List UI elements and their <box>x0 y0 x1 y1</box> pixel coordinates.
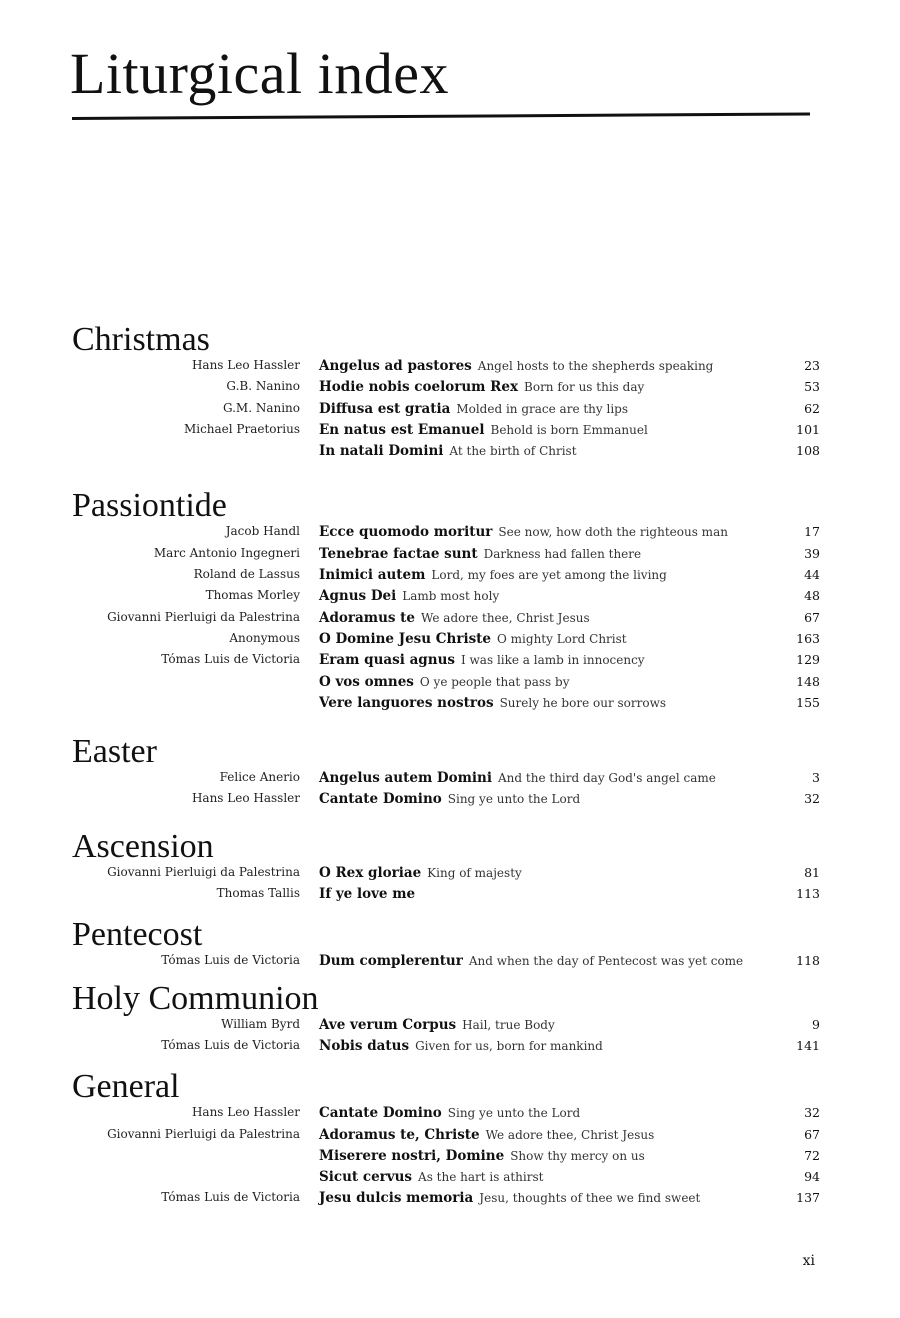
composer-name: William Byrd <box>221 1016 300 1031</box>
index-entry <box>72 1190 820 1211</box>
index-entry <box>72 567 820 588</box>
page-number: 94 <box>804 1169 820 1185</box>
page-number: 32 <box>804 1105 820 1121</box>
composer-name: Anonymous <box>229 630 300 645</box>
page-number: 17 <box>804 524 820 540</box>
latin-title-text: Miserere nostri, Domine <box>319 1147 505 1164</box>
index-entry <box>72 524 820 545</box>
composer-name: Hans Leo Hassler <box>191 358 300 372</box>
index-entry <box>72 695 820 716</box>
latin-title <box>319 379 644 395</box>
composer-name: Tómas Luis de Victoria <box>161 1190 300 1205</box>
section-heading: General <box>72 1068 180 1106</box>
english-title: See now, how doth the righteous man <box>498 525 728 540</box>
index-section <box>72 829 820 908</box>
composer-name: G.B. Nanino <box>226 379 300 394</box>
latin-title <box>319 443 577 459</box>
section-heading: Ascension <box>72 827 214 865</box>
page-number: 32 <box>804 791 820 807</box>
composer-name: Giovanni Pierluigi da Palestrina <box>107 609 300 624</box>
page-number: 163 <box>796 630 820 646</box>
composer-name: Thomas Tallis <box>216 886 300 901</box>
index-entry <box>72 401 820 422</box>
composer-name: Tómas Luis de Victoria <box>161 652 300 667</box>
page-number: 53 <box>804 379 820 395</box>
latin-title-text: En natus est Emanuel <box>319 421 485 438</box>
english-title: Behold is born Emmanuel <box>490 422 648 437</box>
english-title: Surely he bore our sorrows <box>499 695 666 710</box>
latin-title-text: Diffusa est gratia <box>319 400 451 417</box>
index-entry <box>72 953 820 974</box>
english-title: And the third day God's angel came <box>498 771 716 786</box>
page-number: 113 <box>796 886 820 902</box>
latin-title-text: Jesu dulcis memoria <box>319 1190 474 1207</box>
index-entry <box>72 588 820 609</box>
english-title: Angel hosts to the shepherds speaking <box>477 359 714 373</box>
page-number: 155 <box>796 694 820 710</box>
latin-title-text: Ave verum Corpus <box>319 1016 457 1033</box>
index-section <box>72 322 820 464</box>
section-heading: Holy Communion <box>72 979 319 1017</box>
page-number: 44 <box>804 567 820 583</box>
english-title: Born for us this day <box>524 380 645 395</box>
index-entry <box>72 422 820 443</box>
english-title: And when the day of Pentecost was yet come <box>468 954 744 969</box>
composer-name: Giovanni Pierluigi da Palestrina <box>107 1126 300 1141</box>
latin-title-text: Angelus ad pastores <box>319 358 472 374</box>
title-rule <box>72 112 810 120</box>
english-title: Sing ye unto the Lord <box>447 1106 581 1121</box>
latin-title <box>319 791 580 807</box>
latin-title-text: Angelus autem Domini <box>319 770 493 787</box>
latin-title-text: O vos omnes <box>319 673 414 690</box>
latin-title <box>319 1105 580 1121</box>
latin-title-text: Dum complerentur <box>319 953 463 970</box>
latin-title <box>319 1169 543 1185</box>
page-number: 118 <box>796 953 820 969</box>
index-entry <box>72 358 820 379</box>
index-entry <box>72 443 820 464</box>
latin-title <box>319 358 713 374</box>
page-number: 129 <box>796 652 820 668</box>
composer-name: Felice Anerio <box>219 770 300 785</box>
liturgical-index <box>72 310 820 1212</box>
latin-title-text: Agnus Dei <box>319 588 397 605</box>
index-entry <box>72 865 820 886</box>
english-title: We adore thee, Christ Jesus <box>485 1127 655 1142</box>
page-number: 48 <box>804 588 820 604</box>
latin-title <box>319 953 743 969</box>
english-title: Darkness had fallen there <box>483 546 642 561</box>
index-entry <box>72 1169 820 1190</box>
latin-title-text: Sicut cervus <box>319 1169 413 1186</box>
latin-title <box>319 770 716 786</box>
latin-title <box>319 610 590 626</box>
page-number: 148 <box>796 673 820 689</box>
latin-title-text: Adoramus te, Christe <box>319 1126 480 1143</box>
latin-title-text: In natali Domini <box>319 443 444 460</box>
section-heading: Easter <box>72 733 157 771</box>
index-entry <box>72 1105 820 1126</box>
english-title: Lord, my foes are yet among the living <box>431 568 667 583</box>
index-entry <box>72 791 820 812</box>
index-section <box>72 1069 820 1211</box>
page-number: 23 <box>804 358 820 373</box>
latin-title-text: Vere languores nostros <box>319 694 494 711</box>
composer-name: Giovanni Pierluigi da Palestrina <box>107 864 300 879</box>
latin-title <box>319 524 728 540</box>
composer-name: Tómas Luis de Victoria <box>161 953 300 968</box>
index-entry <box>72 770 820 791</box>
page-number: 39 <box>804 545 820 561</box>
latin-title-text: Inimici autem <box>319 567 426 584</box>
composer-name: Roland de Lassus <box>193 567 300 582</box>
english-title: O ye people that pass by <box>419 674 570 689</box>
latin-title-text: If ye love me <box>319 886 416 903</box>
page-number: 72 <box>804 1147 820 1163</box>
index-section <box>72 734 820 813</box>
page-number: 9 <box>812 1016 820 1032</box>
section-heading: Christmas <box>72 321 210 358</box>
latin-title-text: Nobis datus <box>319 1037 410 1054</box>
index-section <box>72 981 820 1060</box>
latin-title-text: O Domine Jesu Christe <box>319 630 492 647</box>
latin-title <box>319 546 641 562</box>
english-title: We adore thee, Christ Jesus <box>421 610 590 625</box>
section-heading: Passiontide <box>72 487 227 525</box>
english-title: At the birth of Christ <box>449 444 577 459</box>
latin-title-text: Eram quasi agnus <box>319 652 455 669</box>
section-heading: Pentecost <box>72 916 203 954</box>
latin-title <box>319 1148 645 1164</box>
page-number: 3 <box>812 770 820 786</box>
composer-name: Michael Praetorius <box>183 421 300 436</box>
page-number: 137 <box>796 1190 820 1206</box>
latin-title <box>319 1017 555 1033</box>
latin-title <box>319 1127 654 1143</box>
composer-name: Hans Leo Hassler <box>191 791 300 806</box>
english-title: I was like a lamb in innocency <box>460 653 645 668</box>
english-title: As the hart is athirst <box>418 1170 544 1185</box>
index-entry <box>72 652 820 673</box>
index-entry <box>72 546 820 567</box>
latin-title-text: Ecce quomodo moritur <box>319 524 493 541</box>
index-section <box>72 488 820 716</box>
english-title: Molded in grace are thy lips <box>456 401 629 416</box>
page-title: Liturgical index <box>70 41 449 106</box>
latin-title <box>319 1038 603 1054</box>
english-title: Hail, true Body <box>462 1017 555 1032</box>
index-entry <box>72 674 820 695</box>
index-entry <box>72 610 820 631</box>
latin-title-text: Adoramus te <box>319 609 416 626</box>
composer-name: G.M. Nanino <box>222 400 300 415</box>
page-number: 67 <box>804 1126 820 1142</box>
page-number: 81 <box>804 864 820 880</box>
composer-name: Tómas Luis de Victoria <box>161 1037 300 1052</box>
page-number: 62 <box>804 400 820 416</box>
index-entry <box>72 379 820 400</box>
latin-title <box>319 631 627 647</box>
index-entry <box>72 1127 820 1148</box>
english-title: King of majesty <box>427 865 522 880</box>
composer-name: Hans Leo Hassler <box>191 1105 300 1120</box>
page-number: 108 <box>796 443 820 459</box>
composer-name: Thomas Morley <box>205 588 300 603</box>
english-title: O mighty Lord Christ <box>497 631 627 646</box>
english-title: Sing ye unto the Lord <box>447 792 581 807</box>
latin-title <box>319 695 666 711</box>
page-number: 67 <box>804 609 820 625</box>
latin-title-text: Cantate Domino <box>319 791 442 808</box>
index-entry <box>72 886 820 907</box>
latin-title <box>319 674 569 690</box>
latin-title <box>319 567 667 583</box>
index-entry <box>72 1148 820 1169</box>
page-number: 101 <box>796 421 820 437</box>
latin-title <box>319 588 499 604</box>
latin-title <box>319 401 628 417</box>
composer-name: Jacob Handl <box>225 524 300 539</box>
index-entry <box>72 1038 820 1059</box>
page-number: 141 <box>796 1037 820 1053</box>
index-entry <box>72 1017 820 1038</box>
english-title: Jesu, thoughts of thee we find sweet <box>479 1191 701 1206</box>
english-title: Show thy mercy on us <box>510 1148 645 1163</box>
latin-title <box>319 422 648 438</box>
latin-title-text: Cantate Domino <box>319 1105 442 1122</box>
english-title: Lamb most holy <box>402 589 500 604</box>
latin-title <box>319 886 421 902</box>
latin-title <box>319 1190 700 1206</box>
composer-name: Marc Antonio Ingegneri <box>153 545 300 560</box>
latin-title <box>319 652 645 668</box>
latin-title-text: Hodie nobis coelorum Rex <box>319 379 519 396</box>
index-section <box>72 917 820 974</box>
latin-title <box>319 865 522 881</box>
latin-title-text: Tenebrae factae sunt <box>319 545 478 562</box>
page-folio: xi <box>802 1253 815 1269</box>
index-entry <box>72 631 820 652</box>
latin-title-text: O Rex gloriae <box>319 864 422 881</box>
english-title: Given for us, born for mankind <box>415 1038 603 1053</box>
